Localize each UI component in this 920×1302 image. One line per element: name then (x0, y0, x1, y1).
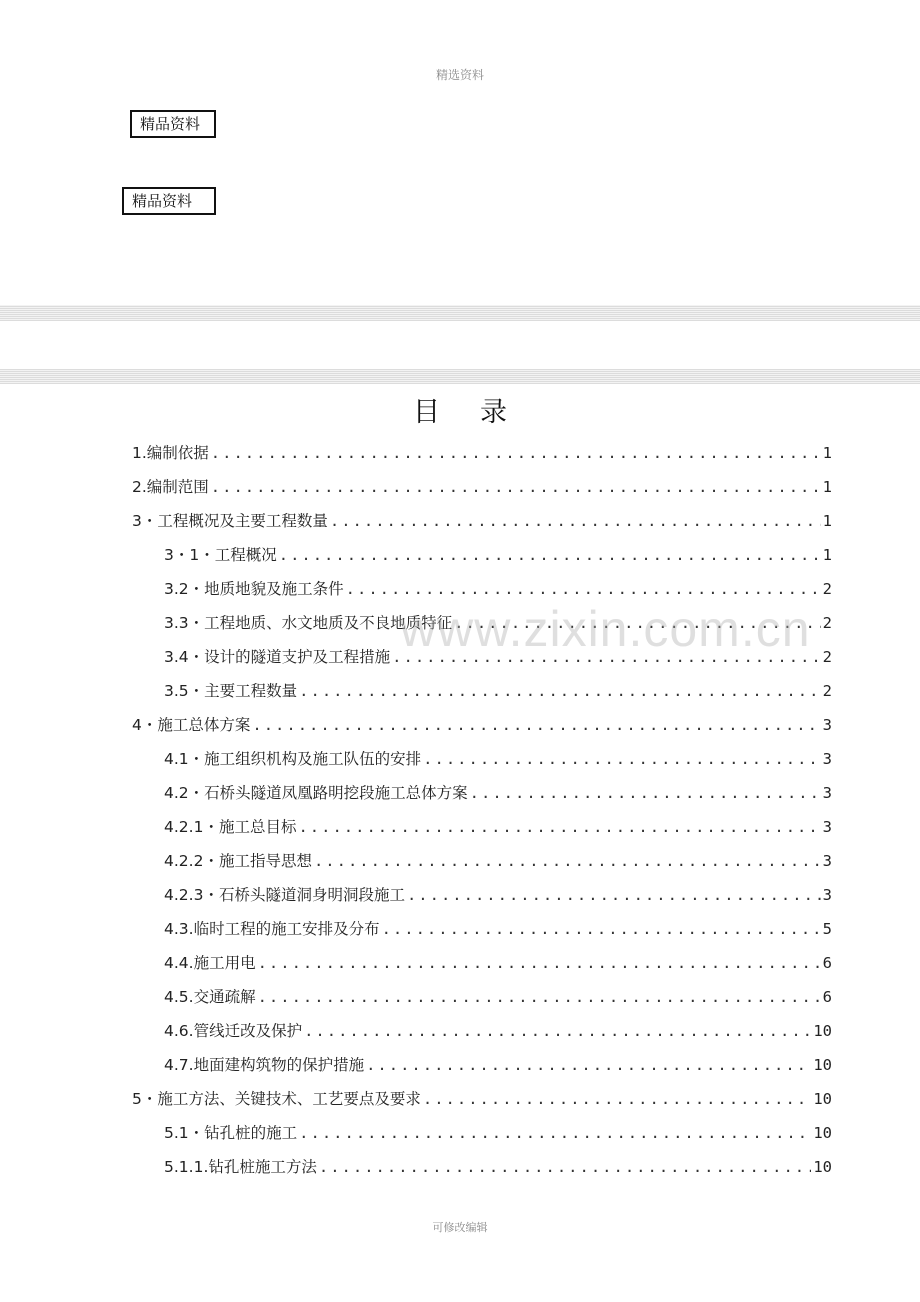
toc-entry[interactable] (132, 844, 832, 878)
toc-page-number: 3 (822, 886, 832, 904)
toc-entry[interactable] (132, 470, 832, 504)
toc-leader-dots (392, 640, 821, 674)
watermark: www.zixin.com.cn (400, 601, 811, 657)
toc-page-number: 3 (822, 716, 832, 734)
toc-entry[interactable] (132, 980, 832, 1014)
toc-leader-dots (211, 436, 821, 470)
toc-entry-label: 3.3・工程地质、水文地质及不良地质特征 (164, 614, 453, 632)
toc-entry[interactable] (132, 1082, 832, 1116)
toc-page-number: 2 (822, 648, 832, 666)
toc-entry-label: 5・施工方法、关键技术、工艺要点及要求 (132, 1090, 421, 1108)
toc-page-number: 2 (822, 682, 832, 700)
boxed-label-2: 精品资料 (122, 187, 216, 215)
toc-entry[interactable] (132, 1048, 832, 1082)
toc-entry-label: 4.5.交通疏解 (164, 988, 256, 1006)
toc-leader-dots (298, 810, 820, 844)
toc-entry-label: 1.编制依据 (132, 444, 209, 462)
toc-leader-dots (423, 1082, 811, 1116)
toc-page-number: 5 (822, 920, 832, 938)
boxed-label-1: 精品资料 (130, 110, 216, 138)
page-header: 精选资料 (435, 68, 484, 82)
toc-leader-dots (470, 776, 821, 810)
toc-entry-label: 2.编制范围 (132, 478, 209, 496)
toc-leader-dots (319, 1150, 811, 1184)
toc-page-number: 3 (822, 852, 832, 870)
toc-entry[interactable] (132, 674, 832, 708)
toc-entry-label: 4.2.3・石桥头隧道洞身明洞段施工 (164, 886, 405, 904)
toc-page-number: 2 (822, 580, 832, 598)
toc-entry[interactable] (132, 504, 832, 538)
toc-page-number: 3 (822, 818, 832, 836)
toc-entry[interactable] (132, 1116, 832, 1150)
toc-entry-label: 4.4.施工用电 (164, 954, 256, 972)
toc-page-number: 6 (822, 954, 832, 972)
toc-page-number: 10 (813, 1090, 832, 1108)
toc-entry[interactable] (132, 606, 832, 640)
table-of-contents (132, 436, 832, 1184)
toc-leader-dots (279, 538, 821, 572)
toc-entry-label: 3.2・地质地貌及施工条件 (164, 580, 344, 598)
page-break-band-top (0, 305, 920, 321)
toc-leader-dots (258, 980, 821, 1014)
toc-leader-dots (252, 708, 820, 742)
toc-page-number: 1 (822, 478, 832, 496)
toc-entry[interactable] (132, 538, 832, 572)
toc-entry-label: 4・施工总体方案 (132, 716, 251, 734)
toc-leader-dots (314, 844, 821, 878)
toc-entry[interactable] (132, 776, 832, 810)
toc-entry[interactable] (132, 1014, 832, 1048)
toc-entry-label: 4.7.地面建构筑物的保护措施 (164, 1056, 365, 1074)
toc-page-number: 10 (813, 1124, 832, 1142)
toc-leader-dots (299, 1116, 811, 1150)
toc-entry[interactable] (132, 640, 832, 674)
toc-entry[interactable] (132, 708, 832, 742)
toc-leader-dots (454, 606, 821, 640)
toc-entry-label: 4.1・施工组织机构及施工队伍的安排 (164, 750, 422, 768)
page-break-band-bottom (0, 369, 920, 384)
toc-leader-dots (423, 742, 821, 776)
toc-entry[interactable] (132, 1150, 832, 1184)
toc-title: 目录 (413, 397, 547, 428)
toc-leader-dots (407, 878, 821, 912)
toc-entry-label: 4.2.1・施工总目标 (164, 818, 297, 836)
toc-entry-label: 4.2.2・施工指导思想 (164, 852, 312, 870)
toc-entry-label: 5.1.1.钻孔桩施工方法 (164, 1158, 317, 1176)
toc-page-number: 1 (822, 546, 832, 564)
toc-entry[interactable] (132, 436, 832, 470)
toc-leader-dots (299, 674, 821, 708)
toc-entry[interactable] (132, 946, 832, 980)
toc-entry-label: 4.3.临时工程的施工安排及分布 (164, 920, 380, 938)
toc-leader-dots (304, 1014, 811, 1048)
toc-entry[interactable] (132, 572, 832, 606)
toc-entry-label: 4.2・石桥头隧道凤凰路明挖段施工总体方案 (164, 784, 468, 802)
toc-page-number: 1 (822, 444, 832, 462)
toc-page-number: 3 (822, 750, 832, 768)
toc-entry[interactable] (132, 878, 832, 912)
toc-entry-label: 4.6.管线迁改及保护 (164, 1022, 303, 1040)
toc-entry-label: 3・工程概况及主要工程数量 (132, 512, 328, 530)
toc-leader-dots (330, 504, 821, 538)
toc-entry[interactable] (132, 742, 832, 776)
toc-page-number: 10 (813, 1022, 832, 1040)
toc-leader-dots (366, 1048, 811, 1082)
toc-page-number: 10 (813, 1056, 832, 1074)
toc-entry[interactable] (132, 912, 832, 946)
toc-page-number: 10 (813, 1158, 832, 1176)
toc-leader-dots (211, 470, 821, 504)
toc-leader-dots (258, 946, 821, 980)
toc-entry-label: 5.1・钻孔桩的施工 (164, 1124, 298, 1142)
toc-entry-label: 3・1・工程概况 (164, 546, 277, 564)
toc-page-number: 2 (822, 614, 832, 632)
toc-entry-label: 3.5・主要工程数量 (164, 682, 298, 700)
toc-entry-label: 3.4・设计的隧道支护及工程措施 (164, 648, 391, 666)
toc-page-number: 6 (822, 988, 832, 1006)
toc-page-number: 3 (822, 784, 832, 802)
toc-page-number: 1 (822, 512, 832, 530)
toc-leader-dots (382, 912, 821, 946)
toc-leader-dots (346, 572, 821, 606)
page-footer: 可修改编辑 (432, 1221, 488, 1234)
toc-entry[interactable] (132, 810, 832, 844)
